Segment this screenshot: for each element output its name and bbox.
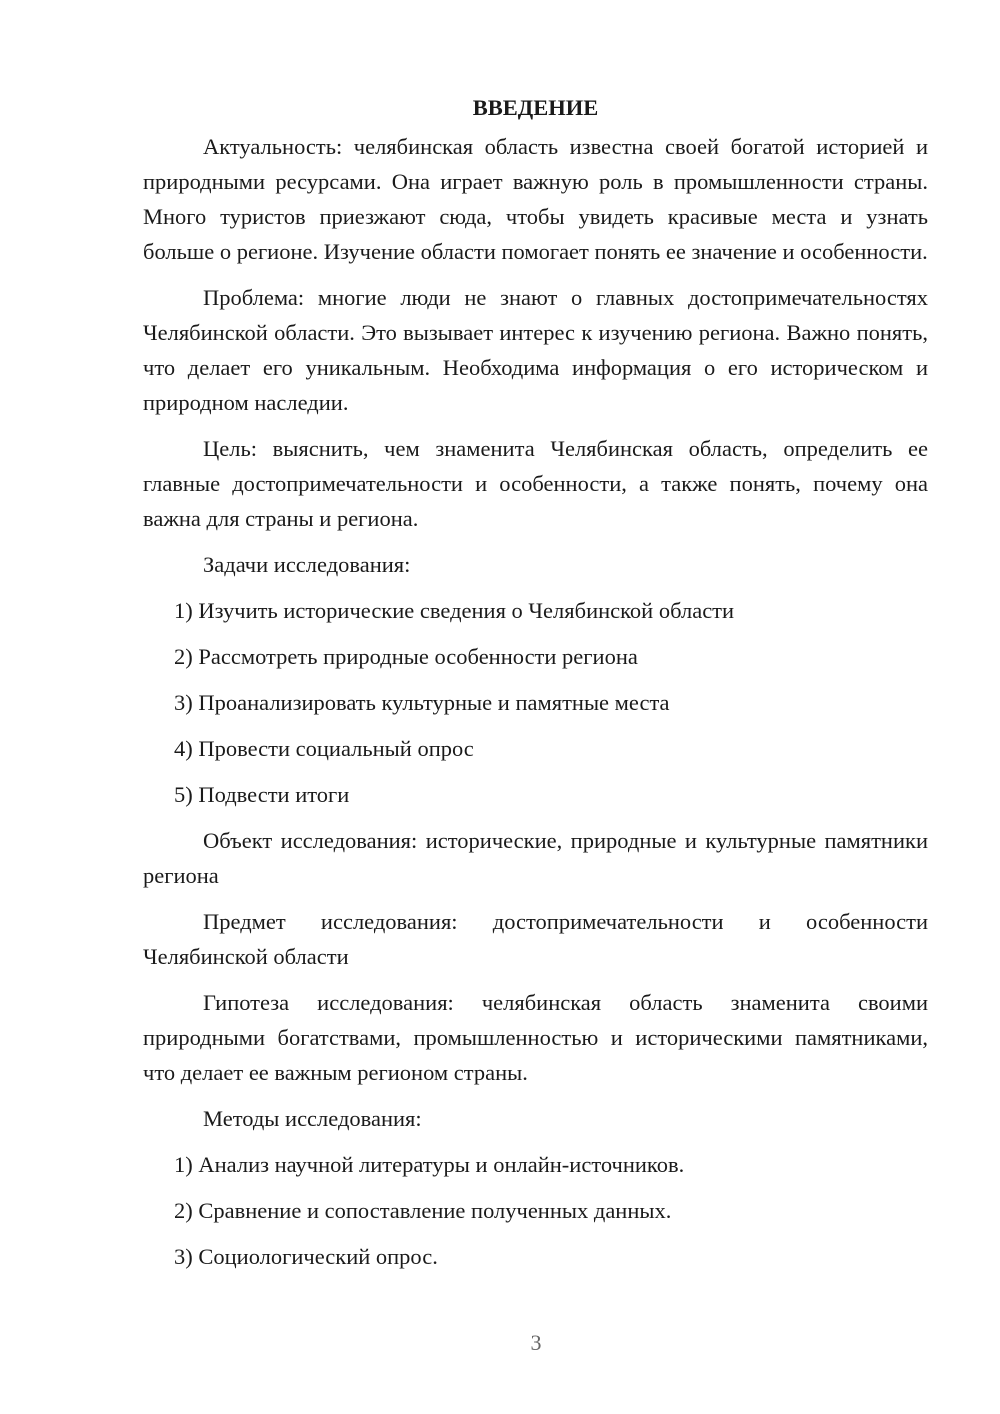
list-item: 5) Подвести итоги (174, 782, 350, 807)
tasks-list (143, 593, 928, 812)
subject-paragraph: Предмет исследования: достопримечательности и особенности Челябинской области (143, 909, 928, 969)
page-content (143, 90, 928, 1285)
methods-list (143, 1147, 928, 1274)
list-item: 4) Провести социальный опрос (174, 736, 474, 761)
list-item: 2) Сравнение и сопоставление полученных данных. (174, 1198, 672, 1223)
list-item: 1) Изучить исторические сведения о Челябинской области (174, 598, 735, 623)
goal-paragraph: Цель: выяснить, чем знаменита Челябинская область, определить ее главные достопримечательности и особенности, а также понять, почему она важна для страны и региона. (143, 436, 928, 531)
list-item: 3) Социологический опрос. (174, 1244, 438, 1269)
relevance-paragraph: Актуальность: челябинская область известна своей богатой историей и природными ресурсами. Она играет важную роль в промышленности страны. Много туристов приезжают сюда, чтобы увидеть красивые места и узнать больше о регионе. Изучение области помогает понять ее значение и особенности. (143, 134, 928, 264)
page-number: 3 (530, 1330, 542, 1355)
list-item: 1) Анализ научной литературы и онлайн-источников. (174, 1152, 685, 1177)
section-title: ВВЕДЕНИЕ (472, 95, 599, 120)
object-paragraph: Объект исследования: исторические, природные и культурные памятники региона (143, 828, 928, 888)
tasks-label: Задачи исследования: (203, 552, 411, 577)
list-item: 2) Рассмотреть природные особенности региона (174, 644, 638, 669)
methods-label: Методы исследования: (203, 1106, 422, 1131)
list-item: 3) Проанализировать культурные и памятные места (174, 690, 670, 715)
hypothesis-paragraph: Гипотеза исследования: челябинская область знаменита своими природными богатствами, промышленностью и историческими памятниками, что делает ее важным регионом страны. (143, 990, 928, 1085)
problem-paragraph: Проблема: многие люди не знают о главных достопримечательностях Челябинской области. Это вызывает интерес к изучению региона. Важно понять, что делает его уникальным. Необходима информация о его историческом и природном наследии. (143, 285, 928, 415)
